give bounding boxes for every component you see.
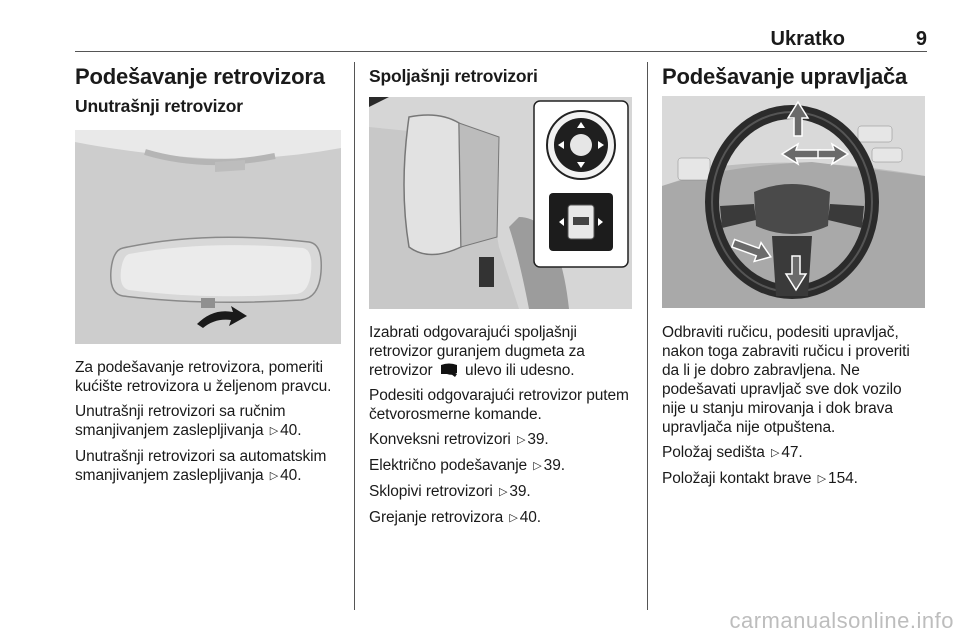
reference-arrow-icon: ▷: [817, 473, 827, 485]
link-ignition-positions-text: Položaji kontakt brave: [662, 470, 812, 487]
column-steering-adjustment: [662, 60, 927, 495]
paragraph-auto-antiglare: [75, 447, 341, 486]
reference-arrow-icon: ▷: [509, 512, 518, 524]
link-seat-position-ref[interactable]: 47.: [781, 444, 803, 461]
exterior-mirror-illustration: [369, 97, 632, 309]
reference-arrow-icon: ▷: [533, 460, 542, 472]
link-electric-adjustment-ref[interactable]: 39.: [543, 457, 565, 474]
paragraph-manual-antiglare: [75, 402, 341, 441]
auto-antiglare-page-ref[interactable]: 40.: [280, 467, 302, 484]
column-exterior-mirrors: [369, 60, 634, 534]
select-mirror-text: Izabrati odgovarajući spoljašnji retrovizor guranjem dugmeta za retrovizor: [369, 324, 585, 379]
section-heading-steering: Podešavanje upravljača: [662, 64, 908, 89]
link-electric-adjustment-text: Električno podešavanje: [369, 457, 528, 474]
page-number: 9: [915, 28, 927, 50]
link-ignition-positions: [662, 469, 927, 489]
link-convex-mirrors: [369, 430, 634, 450]
interior-mirror-illustration: [75, 130, 341, 344]
reference-arrow-icon: ▷: [770, 447, 780, 459]
reference-arrow-icon: ▷: [269, 470, 279, 482]
subheading-interior-mirror: Unutrašnji retrovizor: [75, 96, 243, 116]
select-mirror-direction: ulevo ili udesno.: [465, 362, 575, 379]
auto-antiglare-text: Unutrašnji retrovizori sa automatskim smanjivanjem zaslepljivanja: [75, 448, 327, 484]
link-folding-mirrors-ref[interactable]: 39.: [509, 483, 531, 500]
steering-wheel-illustration: [662, 96, 925, 308]
link-folding-mirrors: [369, 482, 634, 502]
header-title: Ukratko: [770, 28, 845, 50]
manual-antiglare-page-ref[interactable]: 40.: [280, 422, 302, 439]
watermark: carmanualsonline.info: [729, 608, 954, 633]
column-divider-left: [354, 62, 355, 610]
link-folding-mirrors-text: Sklopivi retrovizori: [369, 483, 493, 500]
reference-arrow-icon: ▷: [269, 425, 279, 437]
reference-arrow-icon: ▷: [516, 434, 526, 446]
paragraph-steering-instruction: Odbraviti ručicu, podesiti upravljač, nakon toga zabraviti ručicu i proveriti da li je dobro zabravljena. Ne podešavati upravljač sve dok vozilo nije u stanju mirovanja i dok brava upravljača nije otpuštena.: [662, 324, 910, 436]
column-divider-right: [647, 62, 648, 610]
column-mirror-adjustment: [75, 60, 341, 492]
link-electric-adjustment: [369, 456, 634, 476]
link-convex-mirrors-ref[interactable]: 39.: [527, 431, 549, 448]
link-convex-mirrors-text: Konveksni retrovizori: [369, 431, 511, 448]
link-heated-mirrors: [369, 508, 634, 528]
link-heated-mirrors-ref[interactable]: 40.: [519, 509, 541, 526]
link-heated-mirrors-text: Grejanje retrovizora: [369, 509, 504, 526]
header-rule: [75, 51, 927, 52]
manual-antiglare-text: Unutrašnji retrovizori sa ručnim smanjivanjem zaslepljivanja: [75, 403, 286, 439]
subheading-exterior-mirrors: Spoljašnji retrovizori: [369, 66, 538, 86]
link-seat-position: [662, 443, 927, 463]
paragraph-select-mirror: [369, 323, 634, 380]
section-heading-mirrors: Podešavanje retrovizora: [75, 64, 325, 89]
link-ignition-positions-ref[interactable]: 154.: [828, 470, 858, 487]
reference-arrow-icon: ▷: [498, 486, 508, 498]
link-seat-position-text: Položaj sedišta: [662, 444, 765, 461]
paragraph-four-way-control: Podesiti odgovarajući retrovizor putem četvorosmerne komande.: [369, 387, 629, 423]
paragraph-mirror-instruction: Za podešavanje retrovizora, pomeriti kućište retrovizora u željenom pravcu.: [75, 359, 332, 395]
mirror-button-icon: [439, 362, 459, 378]
